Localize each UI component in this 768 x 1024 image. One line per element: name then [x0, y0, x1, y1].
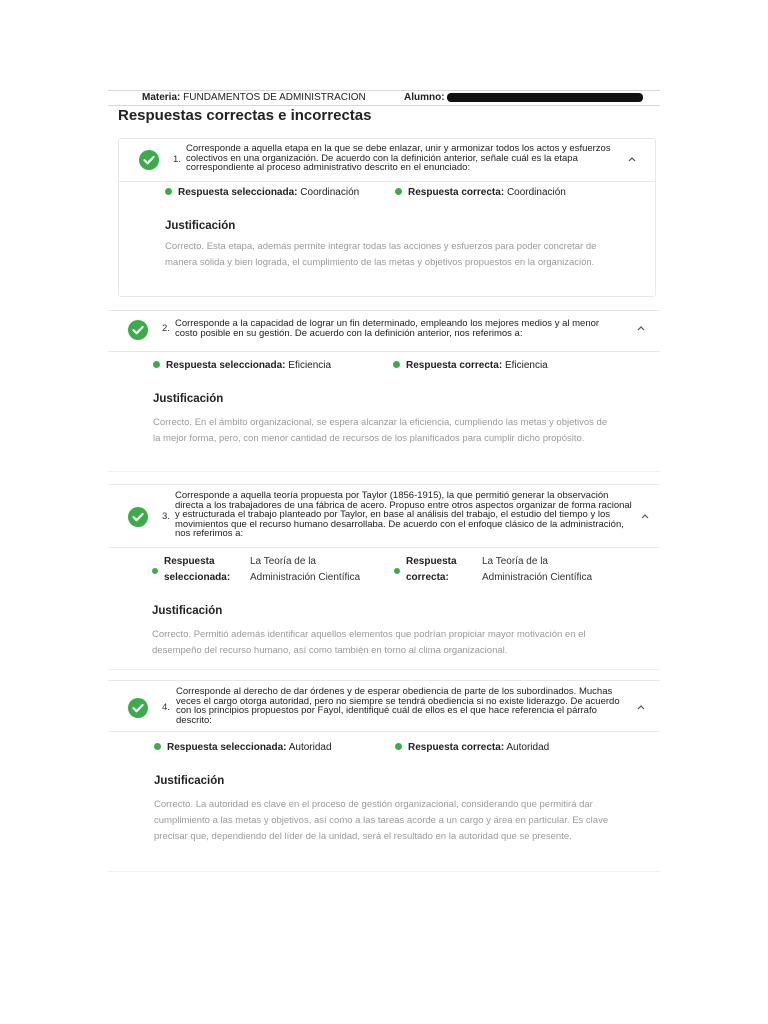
question-header-1[interactable] — [119, 139, 655, 182]
correct-label-line2: correcta: — [406, 572, 449, 583]
selected-label-line2: seleccionada: — [164, 572, 231, 583]
justification-title: Justificación — [152, 605, 223, 617]
check-circle-icon — [128, 320, 148, 340]
alumno-label: Alumno: — [404, 92, 445, 103]
selected-dot — [165, 188, 172, 195]
question-number: 3. — [162, 511, 170, 522]
selected-value-line1: La Teoría de la — [250, 556, 316, 567]
selected-dot — [153, 361, 160, 368]
selected-value-line2: Administración Científica — [250, 572, 361, 583]
correct-value-line2: Administración Científica — [482, 572, 593, 583]
correct-answer — [393, 360, 548, 371]
correct-value: Coordinación — [506, 187, 566, 198]
question-header-4[interactable] — [108, 681, 660, 732]
selected-value: Autoridad — [288, 742, 332, 753]
question-text: Corresponde a aquella etapa en la que se debe enlazar, unir y armonizar todos los actos y esfuerzos colectivos en una organización. De acuerdo con la definición anterior, señale cuál es la etapa correspondiente al proceso administrativo descrito en el enunciado: — [186, 143, 611, 174]
chevron-up-icon[interactable] — [640, 511, 650, 521]
correct-value: Autoridad — [506, 742, 550, 753]
correct-answer — [395, 187, 566, 198]
justification-text: Correcto. Permitió además identificar aquellos elementos que podrían propiciar mayor motivación en el desempeño del recurso humano, así como también en torno al clima organizacional. — [152, 629, 586, 656]
check-circle-icon — [128, 698, 148, 718]
correct-dot — [394, 568, 400, 574]
selected-value: Coordinación — [300, 187, 360, 198]
correct-label: Respuesta correcta: — [406, 360, 503, 371]
correct-answer — [395, 742, 549, 753]
question-number: 1. — [173, 154, 181, 165]
selected-label: Respuesta seleccionada: — [166, 360, 286, 371]
question-text: Corresponde al derecho de dar órdenes y de esperar obediencia de parte de los subordinados. Muchas veces el cargo otorga autoridad, pero no siempre se tendrá obediencia si no existe liderazgo. De acuerdo con los principios propuestos por Fayol, identifiqué cuál de ellos es el que hace referencia el párrafo descrito: — [176, 686, 620, 726]
selected-value — [250, 554, 360, 586]
materia-value: FUNDAMENTOS DE ADMINISTRACION — [183, 92, 366, 103]
chevron-up-icon[interactable] — [627, 154, 637, 164]
correct-dot — [393, 361, 400, 368]
justification-title: Justificación — [153, 393, 224, 405]
correct-dot — [395, 743, 402, 750]
redacted-name — [447, 93, 643, 102]
question-number: 4. — [162, 702, 170, 713]
question-header-3[interactable] — [108, 485, 660, 548]
justification-title: Justificación — [154, 775, 225, 787]
selected-label — [164, 554, 230, 586]
correct-value-line1: La Teoría de la — [482, 556, 548, 567]
justification-title: Justificación — [165, 220, 236, 232]
check-circle-icon — [139, 150, 159, 170]
alumno-field — [404, 91, 643, 105]
justification-text: Correcto. En el ámbito organizacional, se espera alcanzar la eficiencia, cumpliendo las metas y objetivos de la mejor forma, pero, con menor cantidad de recursos de los planificados para cumplir dicho propósito. — [153, 417, 608, 444]
correct-dot — [395, 188, 402, 195]
selected-answer — [153, 360, 331, 371]
document-header — [108, 90, 660, 106]
question-card-4 — [108, 680, 660, 872]
chevron-up-icon[interactable] — [636, 702, 646, 712]
check-circle-icon — [128, 507, 148, 527]
materia-label: Materia: — [142, 92, 181, 103]
question-text: Corresponde a la capacidad de lograr un fin determinado, empleando los mejores medios y al menor costo posible en su gestión. De acuerdo con la definición anterior, nos referimos a: — [175, 318, 600, 339]
justification-text: Correcto. Esta etapa, además permite integrar todas las acciones y esfuerzos para poder concretar de manera sólida y bien lograda, el cumplimiento de las metas y objetivos propuestos en la organización. — [165, 241, 597, 268]
selected-label-line1: Respuesta — [164, 556, 215, 567]
question-number: 2. — [162, 323, 170, 334]
correct-value — [482, 554, 592, 586]
correct-label — [406, 554, 457, 586]
selected-dot — [154, 743, 161, 750]
question-header-2[interactable] — [108, 311, 660, 352]
selected-label: Respuesta seleccionada: — [178, 187, 298, 198]
correct-value: Eficiencia — [504, 360, 548, 371]
justification-text: Correcto. La autoridad es clave en el proceso de gestión organizacional, considerando que permitirá dar cumplimiento a las metas y objetivos, así como a las tareas acorde a un cargo y área en particular. Es clave precisar que, dependiendo del líder de la unidad, será el resultado en la autoridad que se presente. — [154, 799, 609, 842]
chevron-up-icon[interactable] — [636, 323, 646, 333]
correct-label: Respuesta correcta: — [408, 742, 505, 753]
question-card-2 — [108, 310, 660, 472]
selected-value: Eficiencia — [288, 360, 332, 371]
page-title: Respuestas correctas e incorrectas — [118, 107, 372, 124]
question-text: Corresponde a aquella teoría propuesta por Taylor (1856-1915), la que permitió generar la observación directa a los trabajadores de una fábrica de acero. Propuso entre otros aspectos organizar de forma racional y estructurada el trabajo planteado por Taylor, en base al análisis del trabajo, el estudio del tiempo y los movimientos que el recurso humano desarrollaba. De acuerdo con el enfoque clásico de la administración, nos referimos a: — [175, 490, 632, 540]
question-card-1 — [118, 138, 656, 297]
question-card-3 — [108, 484, 660, 670]
selected-answer — [154, 742, 332, 753]
materia-field — [142, 91, 366, 105]
correct-label: Respuesta correcta: — [408, 187, 505, 198]
correct-label-line1: Respuesta — [406, 556, 457, 567]
selected-answer — [165, 187, 359, 198]
selected-dot — [152, 568, 158, 574]
selected-label: Respuesta seleccionada: — [167, 742, 287, 753]
